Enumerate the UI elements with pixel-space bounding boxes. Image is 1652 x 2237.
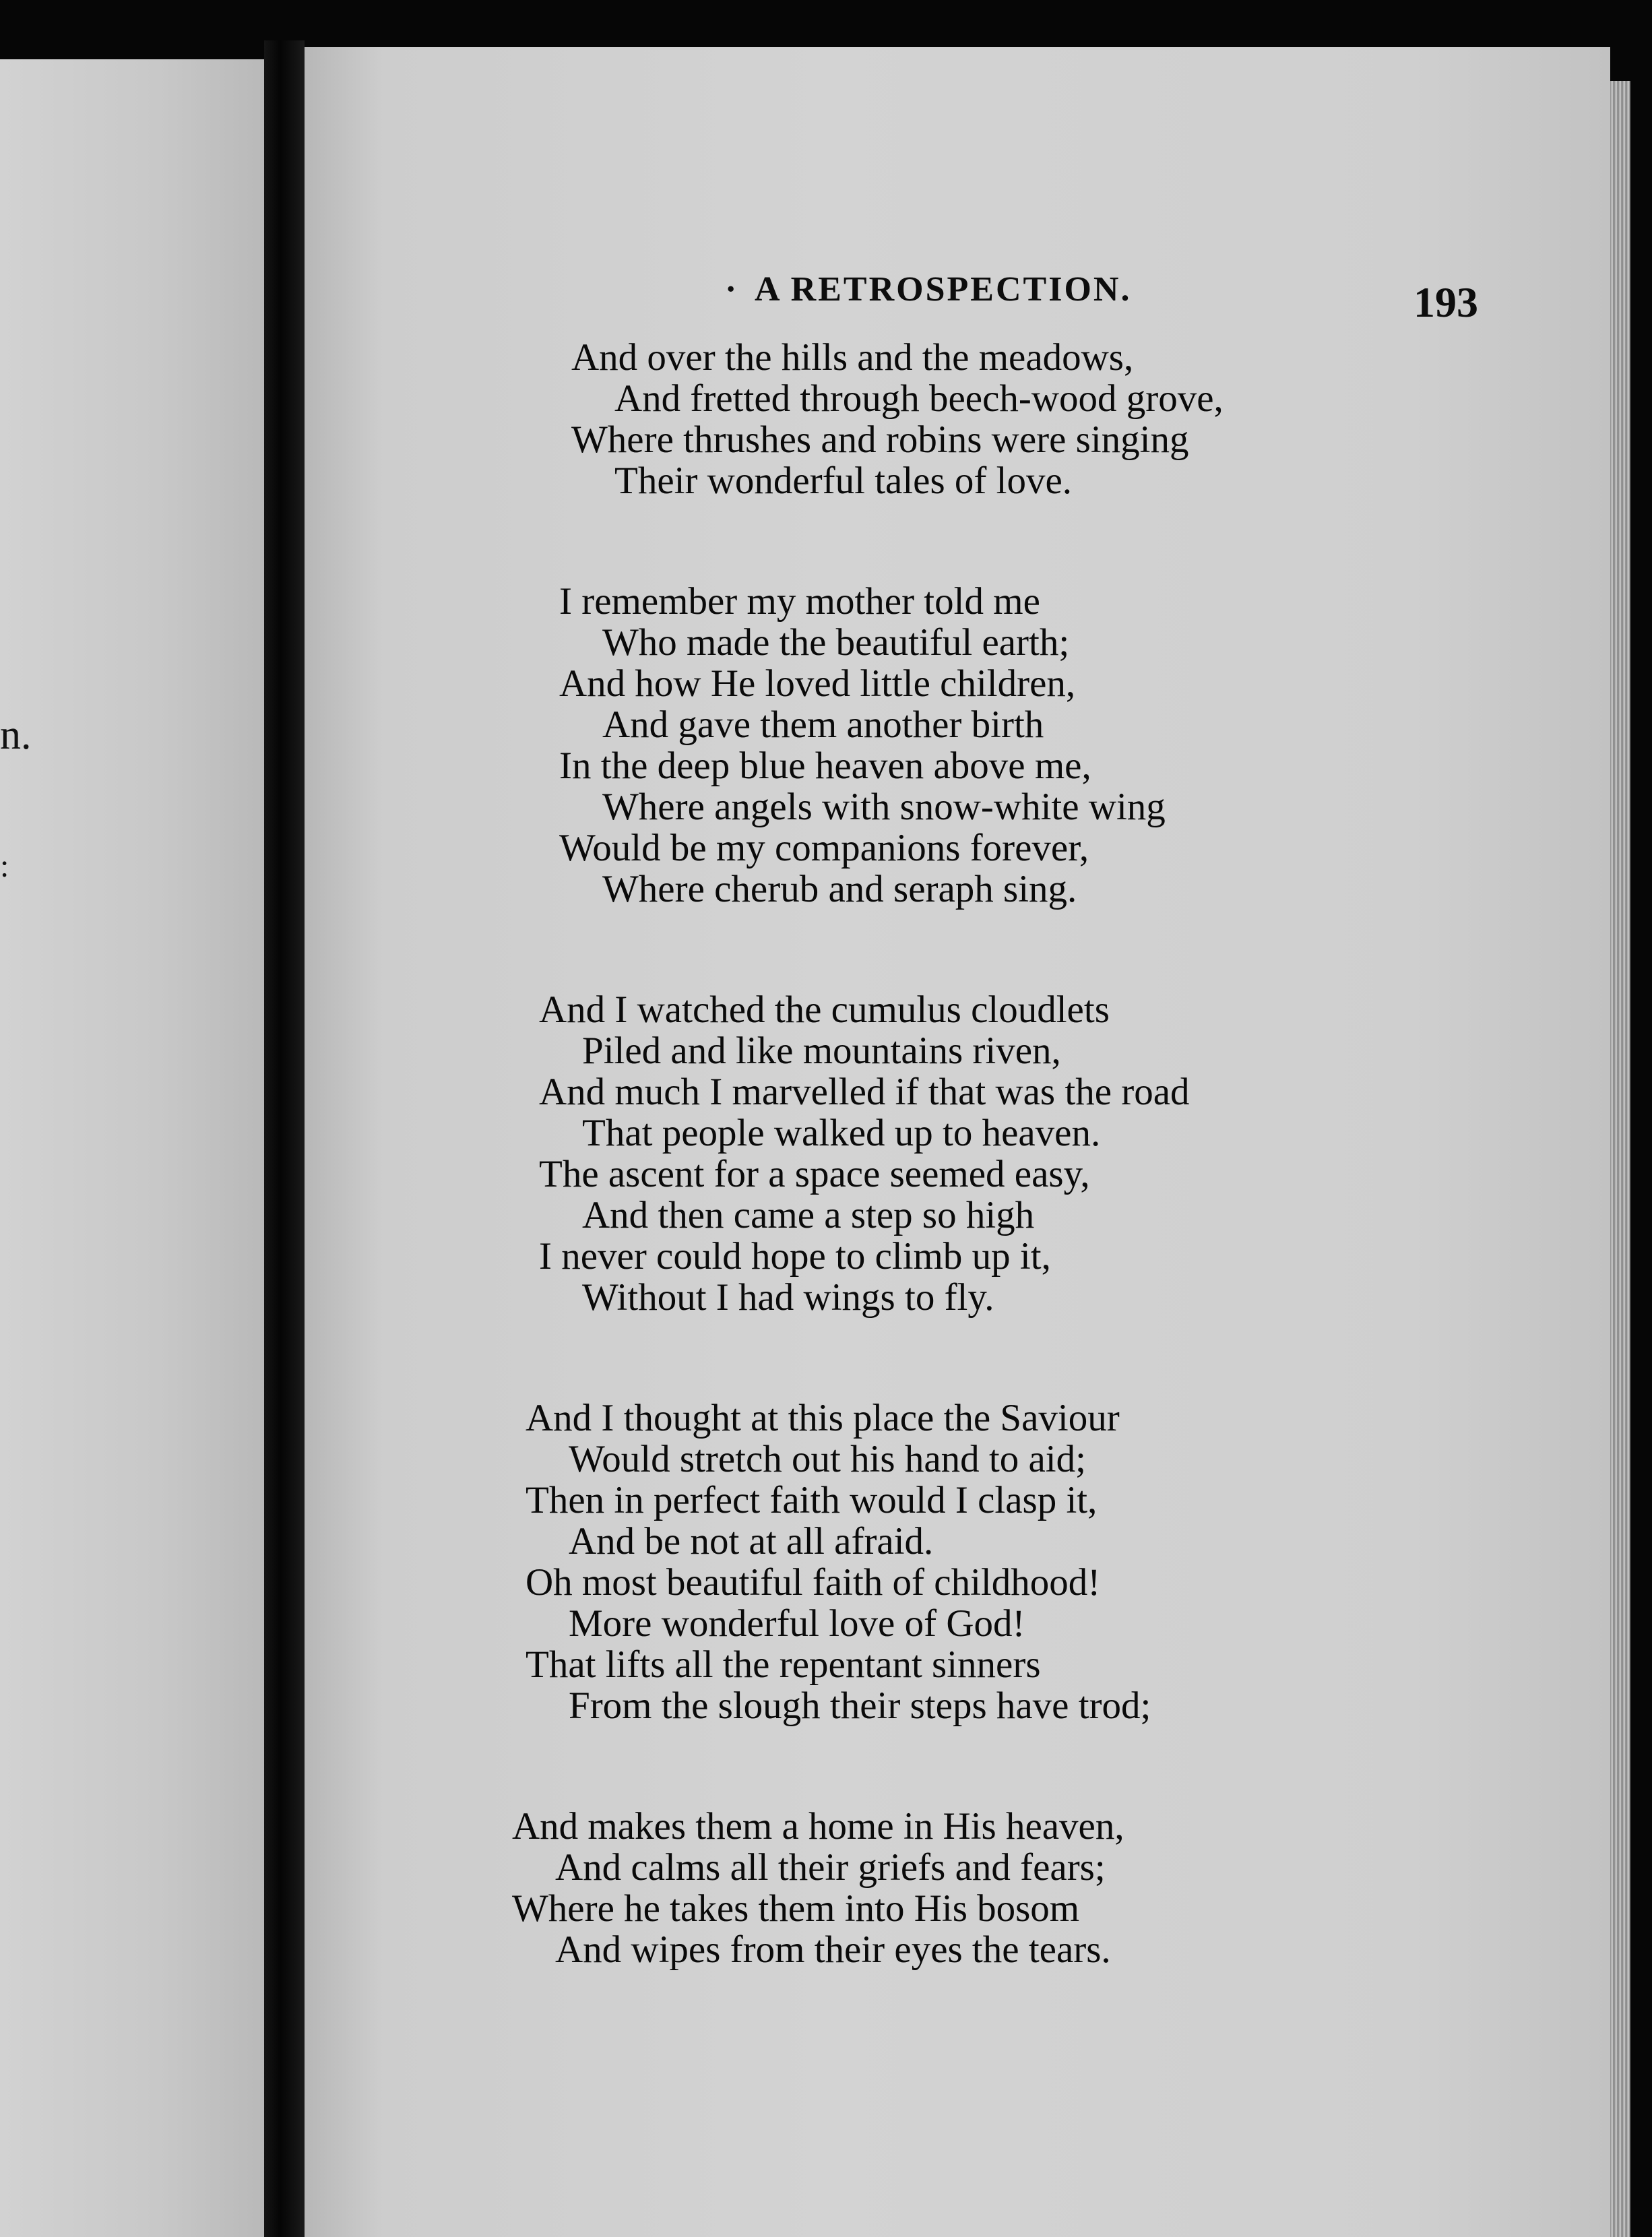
poem-line: And fretted through beech-wood grove, (614, 377, 1224, 420)
left-page-text-fragment: n. (0, 712, 32, 758)
poem-line: And calms all their griefs and fears; (555, 1846, 1106, 1889)
poem-line: And how He loved little children, (559, 662, 1076, 705)
poem-line: And makes them a home in His heaven, (512, 1805, 1124, 1848)
poem-line: In the deep blue heaven above me, (559, 745, 1091, 787)
poem-line: Where angels with snow-white wing (602, 786, 1166, 828)
poem-line: Their wonderful tales of love. (614, 460, 1073, 502)
poem-line: That lifts all the repentant sinners (526, 1643, 1041, 1686)
poem-line: I remember my mother told me (559, 580, 1040, 623)
poem-line: Without I had wings to fly. (582, 1276, 994, 1319)
poem-line: Piled and like mountains riven, (582, 1030, 1061, 1072)
left-page (0, 59, 264, 2237)
poem-line: I never could hope to climb up it, (539, 1235, 1051, 1278)
page-number: 193 (1413, 278, 1478, 326)
poem-line: And be not at all afraid. (569, 1520, 934, 1563)
stanza (512, 1806, 1563, 1970)
poem-line: Where thrushes and robins were singing (571, 418, 1189, 461)
poem-line: And over the hills and the meadows, (571, 336, 1134, 379)
poem-line: And I watched the cumulus cloudlets (539, 988, 1110, 1031)
poem-line: The ascent for a space seemed easy, (539, 1153, 1090, 1195)
page-edges (1610, 81, 1630, 2237)
stanza (539, 989, 1563, 1318)
poem-line: Then in perfect faith would I clasp it, (526, 1479, 1098, 1521)
poem-line: Would be my companions forever, (559, 827, 1089, 869)
poem-line: Who made the beautiful earth; (602, 621, 1070, 664)
poem-line: More wonderful love of God! (569, 1602, 1025, 1645)
left-page-text-fragment: : (0, 848, 9, 884)
poem-line: And much I marvelled if that was the road (539, 1071, 1190, 1113)
poem-line: And I thought at this place the Saviour (526, 1397, 1120, 1439)
poem-body (512, 337, 1563, 2050)
poem-line: Where cherub and seraph sing. (602, 868, 1077, 910)
poem-line: Where he takes them into His bosom (512, 1887, 1080, 1930)
poem-line: That people walked up to heaven. (582, 1112, 1101, 1154)
poem-line: Oh most beautiful faith of childhood! (526, 1561, 1101, 1604)
book-gutter (264, 40, 305, 2237)
poem-line: Would stretch out his hand to aid; (569, 1438, 1086, 1480)
poem-line: And then came a step so high (582, 1194, 1035, 1236)
stanza (559, 581, 1563, 910)
running-head: · A RETROSPECTION. (755, 270, 1131, 309)
poem-line: And gave them another birth (602, 703, 1044, 746)
poem-line: And wipes from their eyes the tears. (555, 1928, 1111, 1971)
poem-line: From the slough their steps have trod; (569, 1684, 1151, 1727)
stanza (571, 337, 1563, 501)
stanza (526, 1397, 1563, 1726)
